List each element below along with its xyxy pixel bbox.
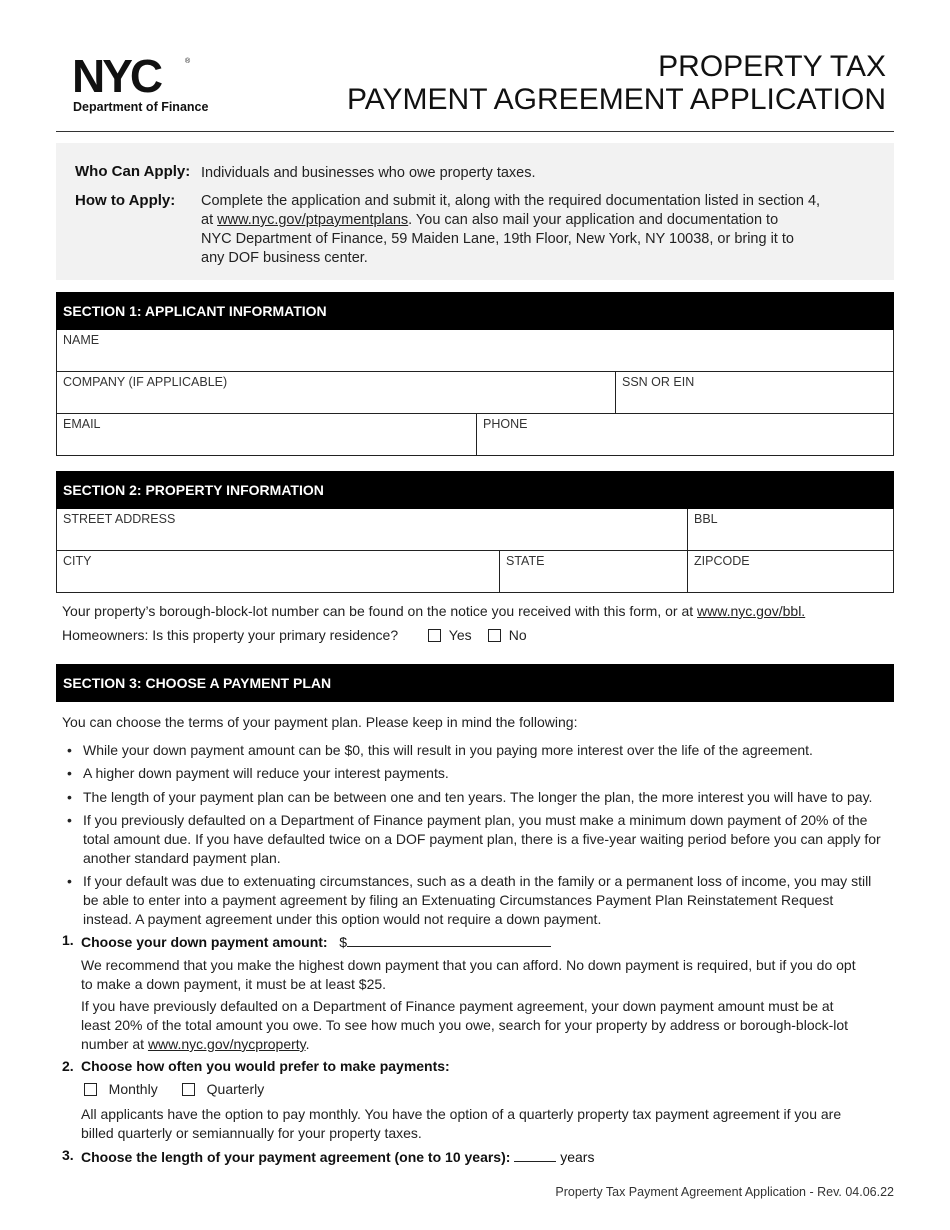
header-divider [56,131,894,132]
company-label: COMPANY (IF APPLICABLE) [63,375,228,389]
residence-question: Homeowners: Is this property your primary residence? [62,627,399,643]
question-3 [81,1147,594,1165]
bullet-item [67,741,883,760]
how-prefix: at [201,212,218,228]
bullet-item [67,872,883,929]
section-3-header: SECTION 3: CHOOSE A PAYMENT PLAN [56,664,894,702]
question-2-number: 2. [62,1058,74,1074]
monthly-option[interactable] [84,1081,158,1097]
page-title [347,50,886,116]
footer-revision: Property Tax Payment Agreement Application - Rev. 04.06.22 [555,1185,894,1199]
bullet-text: A higher down payment will reduce your interest payments. [83,765,449,781]
section-2-header: SECTION 2: PROPERTY INFORMATION [56,471,894,509]
company-field[interactable] [57,372,615,413]
bullet-dot: • [67,742,72,758]
department-name: Department of Finance [73,100,209,114]
question-1-default-note [81,997,861,1054]
bullet-item [67,788,883,807]
bullet-text: While your down payment amount can be $0, this will result in you paying more interest over the life of the agreement. [83,742,813,758]
how-suffix: . You can also mail your application and documentation to [408,212,779,228]
no-label: No [508,627,527,643]
question-1-recommendation: We recommend that you make the highest down payment that you can afford. No down payment is required, but if you do opt to make a down payment, it must be at least $25. [81,957,856,992]
ssn-ein-label: SSN OR EIN [622,375,695,389]
street-address-field[interactable] [57,509,687,550]
quarterly-checkbox[interactable] [182,1083,195,1096]
question-1-label: Choose your down payment amount: [81,934,328,950]
ptpaymentplans-link[interactable]: www.nyc.gov/ptpaymentplans [217,212,409,228]
how-to-apply-line-1: Complete the application and submit it, along with the required documentation listed in section 4, [201,193,821,209]
phone-field[interactable] [476,414,893,455]
question-2-note: All applicants have the option to pay monthly. You have the option of a quarterly property tax payment agreement if you are billed quarterly or semiannually for your property taxes. [81,1106,842,1141]
who-can-apply-label: Who Can Apply: [75,163,191,180]
nycproperty-link[interactable]: www.nyc.gov/nycproperty [147,1036,306,1052]
bullet-dot: • [67,789,72,805]
bullet-item [67,764,883,783]
how-to-apply-text [201,192,861,268]
how-to-apply-line-2 [201,211,861,230]
name-field[interactable] [57,330,893,371]
property-info-grid [56,509,894,593]
state-field[interactable] [499,551,687,592]
how-to-apply-line-4: any DOF business center. [201,250,368,266]
bbl-note [62,603,805,619]
email-field[interactable] [57,414,476,455]
city-label: CITY [63,554,92,568]
title-line-2: PAYMENT AGREEMENT APPLICATION [346,83,886,116]
applicant-info-grid [56,330,894,456]
name-label: NAME [63,333,100,347]
years-label: years [560,1149,595,1165]
who-can-apply-text: Individuals and businesses who owe property taxes. [201,165,536,181]
zipcode-field[interactable] [687,551,893,592]
bbl-field[interactable] [687,509,893,550]
section-3-intro: You can choose the terms of your payment plan. Please keep in mind the following: [62,714,578,730]
phone-label: PHONE [483,417,528,431]
no-checkbox[interactable] [488,629,501,642]
bbl-note-text: Your property’s borough-block-lot number can be found on the notice you received with this form, or at [62,603,698,619]
down-payment-input[interactable] [347,932,551,947]
default-note-text: If you have previously defaulted on a Department of Finance payment agreement, your down payment amount must be at least 20% of the total amount you owe. To see how much you owe, search for your property by address or borough-block-lot number at [81,998,849,1052]
bullet-dot: • [67,765,72,781]
question-3-number: 3. [62,1147,74,1163]
question-2 [81,1058,450,1074]
title-line-1: PROPERTY TAX [658,50,886,83]
city-field[interactable] [57,551,499,592]
agreement-length-input[interactable] [514,1147,556,1162]
registered-mark: ® [185,58,191,65]
question-1 [81,932,551,950]
question-3-label: Choose the length of your payment agreement (one to 10 years): [81,1149,511,1165]
quarterly-label: Quarterly [206,1081,265,1097]
bullet-text: If you previously defaulted on a Department of Finance payment plan, you must make a minimum down payment of 20% of the total amount due. If you have defaulted twice on a DOF payment plan, there is a five-year waiting period before you can apply for another standard payment plan. [83,812,881,866]
quarterly-option[interactable] [182,1081,264,1097]
monthly-label: Monthly [108,1081,158,1097]
bbl-label: BBL [694,512,718,526]
monthly-checkbox[interactable] [84,1083,97,1096]
default-note-end: . [305,1036,310,1052]
yes-label: Yes [448,627,472,643]
logo-wordmark: NYC [72,56,161,96]
street-address-label: STREET ADDRESS [63,512,176,526]
nyc-logo-icon [72,56,192,96]
bullet-text: The length of your payment plan can be between one and ten years. The longer the plan, the more interest you will have to pay. [83,789,873,805]
how-to-apply-label: How to Apply: [75,192,176,209]
email-label: EMAIL [63,417,101,431]
how-to-apply-line-3: NYC Department of Finance, 59 Maiden Lane, 19th Floor, New York, NY 10038, or bring it to [201,231,794,247]
question-2-label: Choose how often you would prefer to make payments: [81,1058,450,1074]
ssn-ein-field[interactable] [615,372,893,413]
section-1-header: SECTION 1: APPLICANT INFORMATION [56,292,894,330]
nyc-dof-logo [72,56,232,118]
bullet-text: If your default was due to extenuating circumstances, such as a death in the family or a permanent loss of income, you may still be able to enter into a payment agreement by filing an Extenuating Circumstances Payment Plan Reinstatement Request instead. A payment agreement under this option would not require a down payment. [83,873,872,927]
zipcode-label: ZIPCODE [694,554,750,568]
bullet-dot: • [67,873,72,889]
question-1-number: 1. [62,932,74,948]
residence-no-option[interactable] [488,627,527,643]
state-label: STATE [506,554,545,568]
bullet-item [67,811,883,868]
currency-symbol: $ [339,934,348,950]
intro-box [56,143,894,280]
bullet-dot: • [67,812,72,828]
residence-yes-option[interactable] [428,627,472,643]
bbl-link[interactable]: www.nyc.gov/bbl. [697,603,806,619]
yes-checkbox[interactable] [428,629,441,642]
